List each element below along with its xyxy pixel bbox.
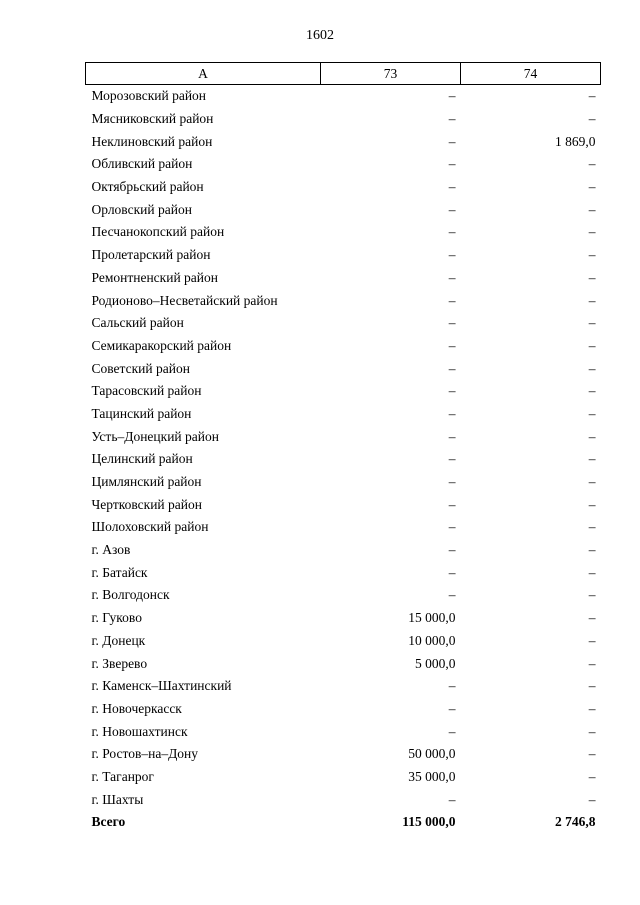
- table-row: [86, 675, 601, 698]
- row-name: Усть–Донецкий район: [91, 428, 219, 444]
- row-value-73: –: [448, 179, 456, 195]
- row-name: Сальский район: [91, 315, 184, 331]
- row-name: Орловский район: [91, 201, 192, 217]
- row-value-74: –: [588, 587, 596, 603]
- row-value-73: –: [448, 292, 456, 308]
- row-value-74: –: [588, 610, 596, 626]
- table-row: [86, 357, 601, 380]
- row-value-73: –: [448, 496, 456, 512]
- row-value-73: –: [448, 428, 456, 444]
- row-value-73: –: [448, 201, 456, 217]
- row-value-74: –: [588, 337, 596, 353]
- row-value-74: –: [588, 201, 596, 217]
- row-name: г. Новочеркасск: [91, 700, 182, 716]
- row-value-74: –: [588, 224, 596, 240]
- row-name: г. Волгодонск: [91, 587, 170, 603]
- table-row: [86, 312, 601, 335]
- table-body: [86, 85, 601, 834]
- row-value-74: –: [588, 269, 596, 285]
- header-col-74: 74: [461, 63, 601, 85]
- row-value-73: –: [448, 360, 456, 376]
- row-name: Советский район: [91, 360, 190, 376]
- row-value-74: –: [588, 179, 596, 195]
- row-value-73: 35 000,0: [408, 768, 456, 784]
- header-row: [86, 63, 601, 85]
- row-value-74: –: [588, 791, 596, 807]
- table-row: [86, 448, 601, 471]
- row-name: Родионово–Несветайский район: [91, 292, 278, 308]
- table-row: [86, 221, 601, 244]
- row-value-74: –: [588, 723, 596, 739]
- row-value-73: 15 000,0: [408, 610, 456, 626]
- row-value-74: –: [588, 88, 596, 104]
- row-name: Ремонтненский район: [91, 269, 218, 285]
- table-row: [86, 289, 601, 312]
- page-number: 1602: [306, 28, 334, 43]
- row-value-73: –: [448, 133, 456, 149]
- row-value-74: –: [588, 632, 596, 648]
- row-name: Песчанокопский район: [91, 224, 225, 240]
- table-row: [86, 630, 601, 653]
- table-row: [86, 607, 601, 630]
- table-row: [86, 198, 601, 221]
- table-row: [86, 698, 601, 721]
- table-row: [86, 561, 601, 584]
- row-name: г. Гуково: [91, 610, 142, 626]
- row-value-74: –: [588, 496, 596, 512]
- header-col-73: 73: [321, 63, 461, 85]
- row-value-73: –: [448, 269, 456, 285]
- row-value-74: –: [588, 315, 596, 331]
- row-name: Тацинский район: [91, 405, 192, 421]
- row-name: г. Новошахтинск: [91, 723, 188, 739]
- table-row: [86, 493, 601, 516]
- row-value-73: –: [448, 791, 456, 807]
- row-name: Тарасовский район: [91, 383, 202, 399]
- row-value-73: –: [448, 723, 456, 739]
- total-row: [86, 811, 601, 834]
- row-value-74: –: [588, 700, 596, 716]
- row-value-74: –: [588, 111, 596, 127]
- row-value-73: –: [448, 405, 456, 421]
- table-row: [86, 267, 601, 290]
- row-value-74: –: [588, 746, 596, 762]
- row-name: г. Зверево: [91, 655, 148, 671]
- header-col-a: А: [86, 63, 321, 85]
- table-row: [86, 244, 601, 267]
- row-value-74: –: [588, 292, 596, 308]
- table-row: [86, 766, 601, 789]
- row-value-74: –: [588, 405, 596, 421]
- row-value-74: –: [588, 542, 596, 558]
- row-name: г. Батайск: [91, 564, 148, 580]
- row-name: г. Каменск–Шахтинский: [91, 678, 232, 694]
- row-name: Обливский район: [91, 156, 193, 172]
- row-value-74: –: [588, 383, 596, 399]
- table-header: [86, 63, 601, 85]
- row-value-74: –: [588, 678, 596, 694]
- row-value-73: 5 000,0: [415, 655, 456, 671]
- row-value-74: –: [588, 474, 596, 490]
- row-value-74: –: [588, 564, 596, 580]
- table-row: [86, 516, 601, 539]
- budget-table-container: [85, 62, 600, 834]
- row-value-73: –: [448, 678, 456, 694]
- row-name: г. Азов: [91, 542, 131, 558]
- row-name: Цимлянский район: [91, 474, 202, 490]
- row-value-73: –: [448, 451, 456, 467]
- table-row: [86, 743, 601, 766]
- row-value-73: –: [448, 315, 456, 331]
- row-value-74: –: [588, 655, 596, 671]
- table-row: [86, 471, 601, 494]
- row-name: Неклиновский район: [91, 133, 213, 149]
- row-value-74: –: [588, 247, 596, 263]
- table-row: [86, 335, 601, 358]
- row-value-74: –: [588, 156, 596, 172]
- row-value-74: –: [588, 768, 596, 784]
- total-col-73: 115 000,0: [402, 814, 456, 830]
- row-value-73: –: [448, 224, 456, 240]
- row-value-73: 50 000,0: [408, 746, 456, 762]
- row-name: Чертковский район: [91, 496, 202, 512]
- table-row: [86, 108, 601, 131]
- row-name: г. Ростов–на–Дону: [91, 746, 199, 762]
- row-name: Пролетарский район: [91, 247, 211, 263]
- table-row: [86, 425, 601, 448]
- total-col-74: 2 746,8: [555, 814, 596, 830]
- table-row: [86, 403, 601, 426]
- table-row: [86, 130, 601, 153]
- table-row: [86, 584, 601, 607]
- row-name: Шолоховский район: [91, 519, 209, 535]
- table-row: [86, 788, 601, 811]
- row-value-73: –: [448, 88, 456, 104]
- row-value-73: –: [448, 337, 456, 353]
- row-value-73: –: [448, 247, 456, 263]
- row-value-73: –: [448, 383, 456, 399]
- row-value-73: –: [448, 587, 456, 603]
- table-row: [86, 380, 601, 403]
- row-value-74: 1 869,0: [555, 133, 596, 149]
- row-value-73: –: [448, 700, 456, 716]
- table-row: [86, 176, 601, 199]
- table-row: [86, 539, 601, 562]
- row-value-74: –: [588, 428, 596, 444]
- table-row: [86, 85, 601, 108]
- row-name: Октябрьский район: [91, 179, 204, 195]
- row-name: Мясниковский район: [91, 111, 214, 127]
- table-row: [86, 652, 601, 675]
- row-name: г. Таганрог: [91, 768, 154, 784]
- row-value-73: –: [448, 111, 456, 127]
- row-value-73: –: [448, 564, 456, 580]
- row-value-73: 10 000,0: [408, 632, 456, 648]
- row-value-73: –: [448, 156, 456, 172]
- row-value-73: –: [448, 474, 456, 490]
- row-name: Семикаракорский район: [91, 337, 232, 353]
- row-name: г. Донецк: [91, 632, 146, 648]
- total-label: Всего: [91, 814, 126, 830]
- budget-table: [85, 62, 601, 834]
- row-name: Морозовский район: [91, 88, 207, 104]
- row-name: Целинский район: [91, 451, 193, 467]
- row-value-74: –: [588, 451, 596, 467]
- table-row: [86, 720, 601, 743]
- row-value-73: –: [448, 542, 456, 558]
- table-row: [86, 153, 601, 176]
- row-name: г. Шахты: [91, 791, 144, 807]
- row-value-74: –: [588, 519, 596, 535]
- row-value-73: –: [448, 519, 456, 535]
- row-value-74: –: [588, 360, 596, 376]
